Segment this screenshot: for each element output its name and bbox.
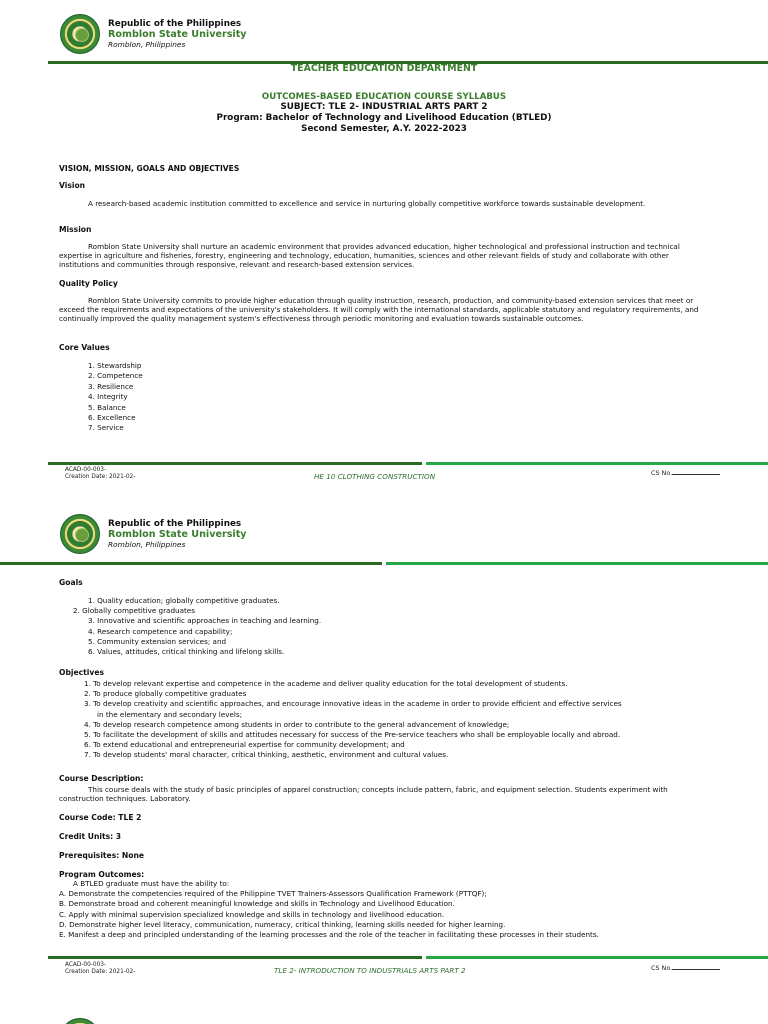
footer-doc-code: ACAD-00-003- Creation Date: 2021-02- [65,467,136,480]
university-header [60,514,247,554]
list-item: 1. Stewardship [88,361,142,370]
list-item: 4. To develop research competence among students in order to contribute to the general advancement of knowledge; [84,719,510,729]
university-seal-icon [60,14,100,54]
university-header [60,1018,100,1024]
list-item: 3. Innovative and scientific approaches in teaching and learning. [88,616,322,626]
subject-line: SUBJECT: TLE 2- INDUSTRIAL ARTS PART 2 [280,102,488,112]
quality-policy-heading: Quality Policy [59,279,118,288]
list-item: 3. Resilience [88,381,134,391]
list-item: 6. Excellence [88,413,136,423]
objectives-heading: Objectives [59,668,104,677]
vmgo-heading: VISION, MISSION, GOALS AND OBJECTIVES [59,164,240,173]
list-item: 1. To develop relevant expertise and competence in the academe and deliver quality education for the total development of students. [84,679,568,688]
course-description-heading: Course Description: [59,774,144,783]
university-seal-icon [60,1018,100,1024]
list-item: 5. Community extension services; and [88,636,227,646]
vision-text: A research-based academic institution committed to excellence and service in nurturing globally competitive workforce towards sustainable development. [88,199,646,208]
footer-cs-number: CS No. [651,964,720,973]
core-values-list [88,361,143,434]
footer-course-title: HE 10 CLOTHING CONSTRUCTION [314,472,436,481]
program-outcomes-list [59,879,599,940]
mission-heading: Mission [59,225,92,234]
footer-doc-code: ACAD-00-003- Creation Date: 2021-02- [65,962,136,975]
prerequisites: Prerequisites: None [59,851,145,860]
credit-units: Credit Units: 3 [59,832,122,841]
footer-divider-left [48,462,422,465]
university-header [60,14,247,54]
header-divider-right [386,562,768,565]
list-item: 7. To develop students' moral character, critical thinking, aesthetic, environment and cultural values. [84,750,449,760]
footer-divider-right [426,956,768,959]
syllabus-page-2 [0,500,768,1000]
list-item: 4. Integrity [88,392,128,402]
list-item: 7. Service [88,423,124,433]
list-item: 1. Quality education; globally competitive graduates. [88,596,280,605]
list-item: E. Manifest a deep and principled understanding of the learning processes and the role of the teacher in facilitating these processes in their students. [59,930,599,940]
vision-heading: Vision [59,181,86,190]
university-location: Romblon, Philippines [108,39,186,49]
footer-course-title: TLE 2- INTRODUCTION TO INDUSTRIALS ARTS PART 2 [274,966,466,975]
objectives-list [59,679,622,761]
quality-policy-text: Romblon State University commits to provide higher education through quality instruction, research, production, and community-based extension services that meet or exceed the requirements and expectations of the university's stakeholders. It will comply with the international standards, applicable statutory and regulatory requirements, and continually improved the quality management system's effectiveness through periodic monitoring and evaluation towards sustainable outcomes. [59,296,699,324]
university-name: Romblon State University [108,29,247,41]
university-seal-icon [60,514,100,554]
core-values-heading: Core Values [59,343,110,352]
list-item: 3. To develop creativity and scientific approaches, and encourage innovative ideas in the academe in order to provide efficient and effective services [84,699,622,709]
footer-cs-number: CS No. [651,469,720,478]
list-item: 6. To extend educational and entrepreneurial expertise for community development; and [84,740,405,750]
po-intro: A BTLED graduate must have the ability to: [73,879,230,888]
syllabus-title: OUTCOMES-BASED EDUCATION COURSE SYLLABUS [261,92,507,102]
program-line: Program: Bachelor of Technology and Livelihood Education (BTLED) [216,113,552,123]
university-name: Romblon State University [108,529,247,541]
list-item: in the elementary and secondary levels; [97,709,243,719]
list-item: 4. Research competence and capability; [88,626,233,636]
list-item: C. Apply with minimal supervision specialized knowledge and skills in technology and livelihood education. [59,909,445,919]
department-title: TEACHER EDUCATION DEPARTMENT [290,63,478,74]
footer-divider-right [426,462,768,465]
syllabus-page-3 [0,1000,768,1024]
list-item: 2. To produce globally competitive graduates [84,689,247,699]
list-item: 5. Balance [88,402,126,412]
list-item: 2. Competence [88,371,143,381]
goals-list [73,596,321,657]
list-item: B. Demonstrate broad and coherent meaningful knowledge and skills in Technology and Livelihood Education. [59,899,455,909]
republic-text: Republic of the Philippines [108,18,242,29]
mission-text: Romblon State University shall nurture an academic environment that provides advanced education, higher technological and professional instruction and technical expertise in agriculture and fisheries, forestry, engineering and technology, education, humanities, sciences and other relevant fields of study and collaborate with other institutions and communities through responsive, relevant and research-based extension services. [59,242,680,270]
footer-divider-left [48,956,422,959]
list-item: 6. Values, attitudes, critical thinking and lifelong skills. [88,647,285,657]
course-code: Course Code: TLE 2 [59,813,142,822]
list-item: 2. Globally competitive graduates [73,606,195,616]
list-item: D. Demonstrate higher level literacy, communication, numeracy, critical thinking, learning skills needed for higher learning. [59,919,506,929]
list-item: 5. To facilitate the development of skills and attitudes necessary for success of the Pre-service teachers who shall be employable locally and abroad. [84,730,621,740]
list-item: A. Demonstrate the competencies required of the Philippine TVET Trainers-Assessors Qualification Framework (PTTQF); [59,889,487,899]
university-location: Romblon, Philippines [108,539,186,549]
header-divider-left [0,562,382,565]
semester-line: Second Semester, A.Y. 2022-2023 [301,124,467,134]
program-outcomes-heading: Program Outcomes: [59,870,145,879]
syllabus-page-1 [0,0,768,500]
course-description-text: This course deals with the study of basic principles of apparel construction; concepts include pattern, fabric, and equipment selection. Students experiment with construction techniques. Laboratory. [59,785,668,804]
goals-heading: Goals [59,578,83,587]
republic-text: Republic of the Philippines [108,518,242,529]
